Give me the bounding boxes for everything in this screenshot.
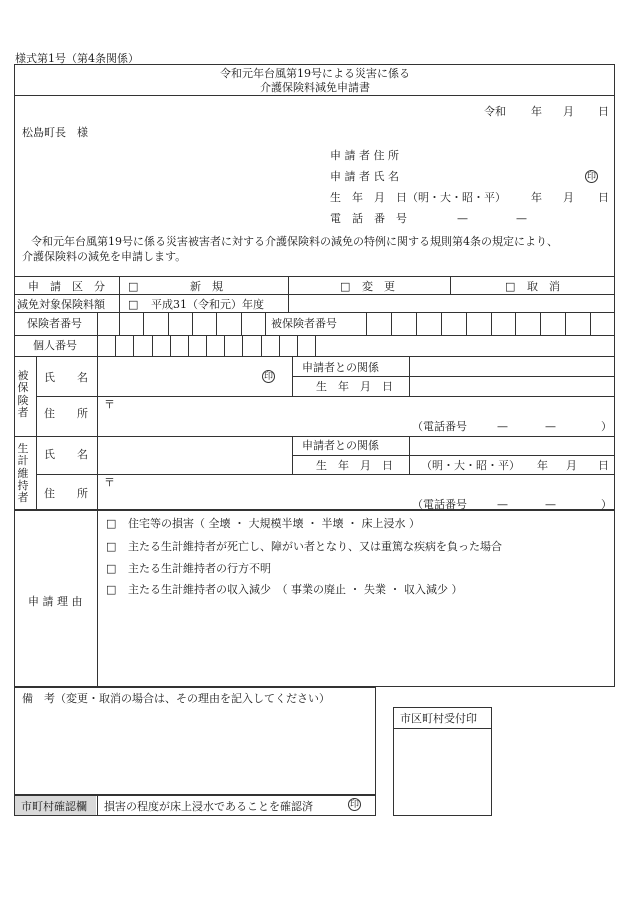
category-change-checkbox[interactable]: □ — [340, 280, 351, 293]
date-year: 年 — [531, 105, 542, 118]
supporter-phone-dash-1: — — [497, 498, 508, 511]
insured-phone-close: ） — [601, 420, 612, 433]
insured-section-label: 被保険者 — [17, 369, 29, 419]
date-month: 月 — [563, 105, 574, 118]
target-premium-label: 減免対象保険料額 — [17, 298, 105, 311]
remarks-label: 備 考（変更・取消の場合は、その理由を記入してください） — [22, 692, 330, 705]
date-era: 令和 — [484, 105, 506, 118]
reason-item-3: 主たる生計維持者の行方不明 — [128, 562, 271, 575]
supporter-relation-label: 申請者との関係 — [302, 439, 379, 452]
reason-item-2: 主たる生計維持者が死亡し、障がい者となり、又は重篤な疾病を負った場合 — [128, 540, 502, 553]
insured-address-label: 住 所 — [44, 407, 88, 420]
form-number: 様式第1号（第4条関係） — [15, 52, 139, 65]
supporter-phone-label: （電話番号 — [412, 498, 467, 511]
reason-checkbox-4[interactable]: □ — [106, 583, 117, 596]
applicant-address-label: 申 請 者 住 所 — [330, 149, 399, 162]
category-cancel-label: 取 消 — [527, 280, 560, 293]
reason-checkbox-1[interactable]: □ — [106, 517, 117, 530]
confirmation-text: 損害の程度が床上浸水であることを確認済 — [104, 800, 313, 813]
category-change-label: 変 更 — [362, 280, 395, 293]
insured-phone-label: （電話番号 — [412, 420, 467, 433]
insured-name-label: 氏 名 — [44, 371, 88, 384]
statement-line-2: 介護保険料の減免を申請します。 — [22, 250, 187, 263]
applicant-birth-month: 月 — [563, 191, 574, 204]
insured-birth-label: 生 年 月 日 — [316, 380, 393, 393]
supporter-birth-value: （明・大・昭・平） — [421, 459, 520, 472]
insured-number-label: 被保険者番号 — [271, 317, 337, 330]
applicant-phone-label: 電 話 番 号 — [330, 212, 407, 225]
category-new-label: 新 規 — [190, 280, 223, 293]
supporter-section-label: 生計維持者 — [17, 442, 29, 505]
statement-line-1: 令和元年台風第19号に係る災害被害者に対する介護保険料の減免の特例に関する規則第4条の規定により、 — [31, 235, 558, 248]
applicant-birth-year: 年 — [531, 191, 542, 204]
individual-number-label: 個人番号 — [33, 339, 77, 352]
insured-seal-icon: 印 — [263, 372, 273, 382]
addressee: 松島町長 様 — [22, 126, 88, 139]
applicant-seal-icon: 印 — [586, 172, 596, 182]
title-line-2: 介護保険料減免申請書 — [260, 81, 370, 94]
insured-number-cells[interactable] — [366, 313, 615, 335]
insured-relation-label: 申請者との関係 — [302, 361, 379, 374]
supporter-birth-year: 年 — [537, 459, 548, 472]
reason-checkbox-3[interactable]: □ — [106, 562, 117, 575]
reason-label: 申 請 理 由 — [28, 595, 83, 608]
target-premium-value: 平成31（令和元）年度 — [151, 298, 264, 311]
applicant-birth-label: 生 年 月 日（明・大・昭・平） — [330, 191, 506, 204]
individual-number-cells[interactable] — [97, 336, 315, 356]
supporter-birth-day: 日 — [598, 459, 609, 472]
insured-phone-dash-2: — — [545, 420, 556, 433]
supporter-phone-close: ） — [601, 498, 612, 511]
supporter-phone-dash-2: — — [545, 498, 556, 511]
supporter-postal-mark: 〒 — [104, 476, 115, 489]
supporter-birth-month: 月 — [566, 459, 577, 472]
category-new-checkbox[interactable]: □ — [128, 280, 139, 293]
reason-section — [14, 510, 615, 687]
category-cancel-checkbox[interactable]: □ — [505, 280, 516, 293]
insured-postal-mark: 〒 — [104, 398, 115, 411]
receipt-stamp-label: 市区町村受付印 — [400, 712, 477, 725]
category-label: 申 請 区 分 — [28, 280, 105, 293]
applicant-name-label: 申 請 者 氏 名 — [330, 170, 399, 183]
insurer-number-cells[interactable] — [119, 313, 265, 335]
reason-checkbox-2[interactable]: □ — [106, 540, 117, 553]
applicant-birth-day: 日 — [598, 191, 609, 204]
date-day: 日 — [598, 105, 609, 118]
supporter-birth-label: 生 年 月 日 — [316, 459, 393, 472]
target-premium-checkbox[interactable]: □ — [128, 298, 139, 311]
confirmation-label: 市町村確認欄 — [21, 800, 87, 813]
supporter-name-label: 氏 名 — [44, 448, 88, 461]
title-line-1: 令和元年台風第19号による災害に係る — [220, 67, 410, 80]
insurer-number-label: 保険者番号 — [27, 317, 82, 330]
insured-phone-dash-1: — — [497, 420, 508, 433]
reason-item-1: 住宅等の損害（ 全壊 ・ 大規模半壊 ・ 半壊 ・ 床上浸水 ） — [128, 517, 420, 530]
applicant-phone-dash-1: — — [457, 212, 468, 225]
applicant-phone-dash-2: — — [516, 212, 527, 225]
supporter-address-label: 住 所 — [44, 487, 88, 500]
confirmation-seal-icon: 印 — [349, 800, 359, 810]
reason-item-4: 主たる生計維持者の収入減少 （ 事業の廃止 ・ 失業 ・ 収入減少 ） — [128, 583, 463, 596]
